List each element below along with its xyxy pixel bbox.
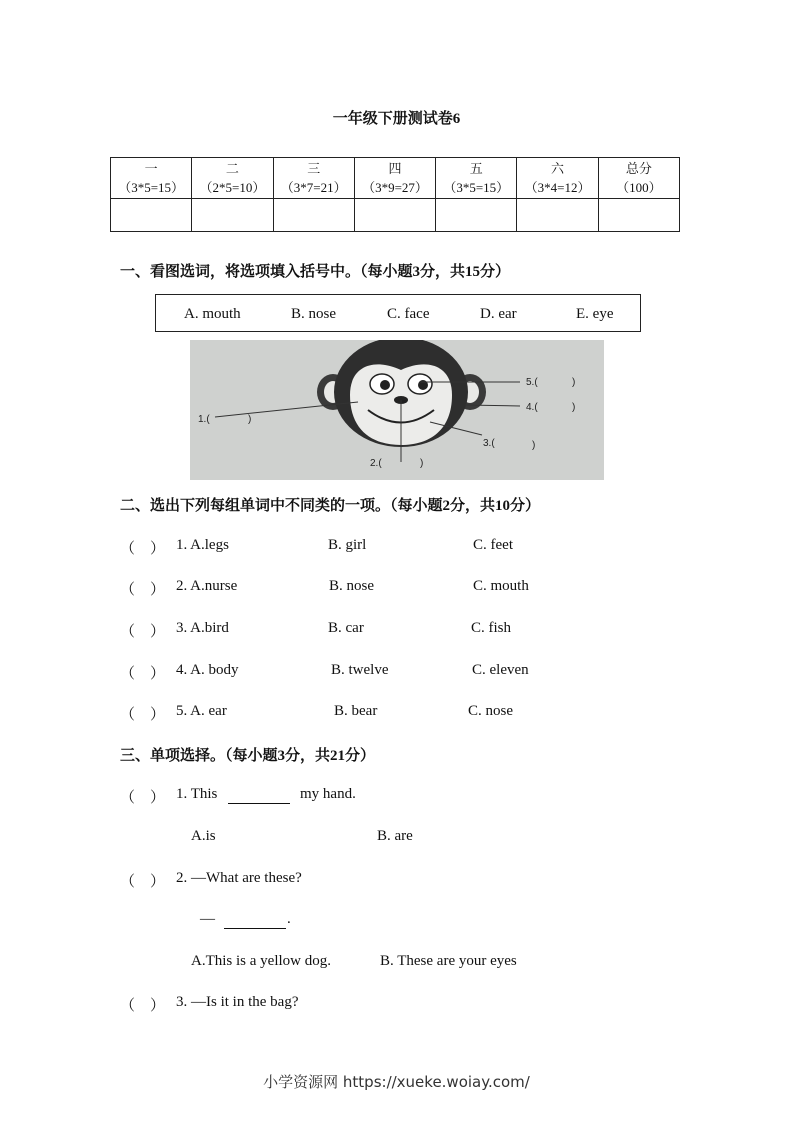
score-col-4: 四 （3*9=27） (354, 158, 435, 199)
option-c: C. face (387, 306, 430, 322)
option-d: D. ear (480, 306, 517, 322)
score-cell[interactable] (517, 199, 598, 232)
monkey-face-picture (190, 340, 604, 480)
score-col-total: 总分 （100） (598, 158, 679, 199)
answer-paren[interactable]: （ ） (120, 624, 166, 640)
picture-label-2: 2.( (370, 458, 382, 469)
section1-heading: 一、看图选词，将选项填入括号中。（每小题3分，共15分） (120, 264, 511, 280)
score-cell[interactable] (436, 199, 517, 232)
score-table-header-row (111, 158, 680, 199)
picture-label-4: 4.( (526, 402, 538, 413)
score-col-6: 六 （3*4=12） (517, 158, 598, 199)
answer-paren[interactable]: （ ） (120, 790, 166, 806)
answer-paren[interactable]: （ ） (120, 707, 166, 723)
section3-q2-option-b: B. These are your eyes (380, 953, 517, 969)
section3-q2-answer-line: — . (200, 911, 291, 927)
section3-q2-option-a: A.This is a yellow dog. (191, 953, 331, 969)
footer-watermark: 小学资源网 https://xueke.woiay.com/ (263, 1073, 530, 1091)
score-col-5: 五 （3*5=15） (436, 158, 517, 199)
answer-paren[interactable]: （ ） (120, 874, 166, 890)
score-table-blank-row (111, 199, 680, 232)
picture-label-3: 3.( (483, 438, 495, 449)
score-col-1: 一 （3*5=15） (111, 158, 192, 199)
option-e: E. eye (576, 306, 614, 322)
section3-q1-option-b: B. are (377, 828, 413, 844)
option-a: A. mouth (184, 306, 241, 322)
section3-heading: 三、单项选择。（每小题3分，共21分） (120, 748, 376, 764)
word-options-box (155, 294, 641, 332)
picture-label-5: 5.( (526, 377, 538, 388)
answer-paren[interactable]: （ ） (120, 666, 166, 682)
score-cell[interactable] (111, 199, 192, 232)
section3-q1: （ ） 1. This my hand. (120, 786, 356, 806)
score-table (110, 157, 680, 232)
section3-q3: （ ） 3. —Is it in the bag? (120, 994, 299, 1014)
svg-text:): ) (248, 414, 252, 425)
answer-paren[interactable]: （ ） (120, 998, 166, 1014)
picture-label-1: 1.( (198, 414, 210, 425)
fill-in-blank[interactable] (228, 789, 290, 804)
monkey-face-illustration (190, 340, 604, 480)
answer-paren[interactable]: （ ） (120, 582, 166, 598)
section3-q2: （ ） 2. —What are these? (120, 870, 302, 890)
page-title: 一年级下册测试卷6 (332, 111, 461, 127)
option-b: B. nose (291, 306, 336, 322)
answer-paren[interactable]: （ ） (120, 541, 166, 557)
fill-in-blank[interactable] (224, 914, 286, 929)
svg-text:): ) (572, 402, 576, 413)
section2-heading: 二、选出下列每组单词中不同类的一项。（每小题2分，共10分） (120, 498, 541, 514)
svg-text:): ) (420, 458, 424, 469)
score-cell[interactable] (273, 199, 354, 232)
score-cell[interactable] (354, 199, 435, 232)
section3-q1-option-a: A.is (191, 828, 216, 844)
score-col-3: 三 （3*7=21） (273, 158, 354, 199)
score-col-2: 二 （2*5=10） (192, 158, 273, 199)
svg-text:): ) (532, 440, 536, 451)
score-cell[interactable] (192, 199, 273, 232)
svg-text:): ) (572, 377, 576, 388)
score-cell[interactable] (598, 199, 679, 232)
